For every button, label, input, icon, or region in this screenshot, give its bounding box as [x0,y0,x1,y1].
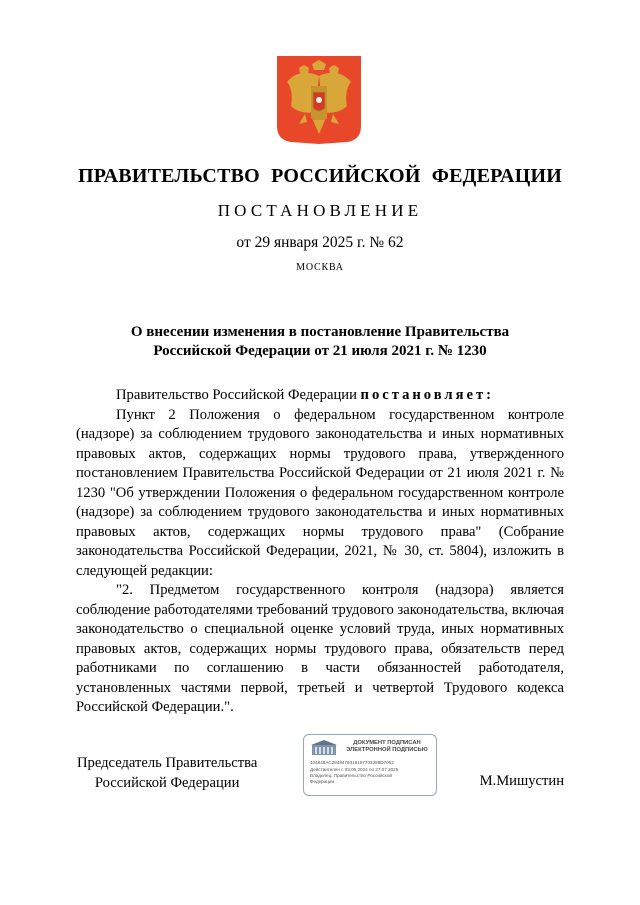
body-paragraph: "2. Предметом государственного контроля (надзора) является соблюдение работодателями требований трудового законодательства, включая законодательство о специальной оценке условий труда, иных нормативных правовых актов, содержащих нормы трудового права, обязательств перед работниками по соглашению в части обязанностей работодателя, установленных частями первой, третьей и четвертой Трудового кодекса Российской Федерации.". [76,582,564,715]
electronic-signature-stamp [303,734,437,796]
government-title: ПРАВИТЕЛЬСТВО РОССИЙСКОЙ ФЕДЕРАЦИИ [78,165,562,187]
building-logo-icon [310,739,338,757]
decree-word: постановляет: [360,387,494,403]
subject-line: О внесении изменения в постановление Правительства [130,324,510,340]
document-body [76,386,564,718]
document-date-number: от 29 января 2025 г. № 62 [236,234,404,251]
subject-line: Российской Федерации от 21 июля 2021 г. № 1230 [153,343,487,359]
intro-text: Правительство Российской Федерации [116,387,361,403]
signer-name: М.Мишустин [479,773,564,789]
stamp-validity: Действителен с 03.05.2024 по 27.07.2025 [310,767,399,772]
document-type: ПОСТАНОВЛЕНИЕ [217,201,423,220]
stamp-title-line: ЭЛЕКТРОННОЙ ПОДПИСЬЮ [346,747,428,753]
signer-position [77,754,257,793]
stamp-owner: Владелец: Правительство Российской [310,773,392,778]
document-city: МОСКВА [296,262,344,273]
document-subject [0,323,640,361]
signer-position-line: Председатель Правительства [77,755,258,771]
coat-of-arms-emblem [277,56,361,144]
stamp-title-line: ДОКУМЕНТ ПОДПИСАН [353,740,421,746]
stamp-owner: Федерации [310,779,335,784]
signer-position-line: Российской Федерации [94,774,240,791]
decree-intro [76,386,564,406]
stamp-title [340,740,434,754]
body-paragraph: Пункт 2 Положения о федеральном государственном контроле (надзоре) за соблюдением трудового законодательства и иных нормативных правовых актов, содержащих нормы трудового права, утвержденного постановлением Правительства Российской Федерации от 21 июля 2021 г. № 1230 "Об утверждении Положения о федеральном государственном контроле (надзоре) за соблюдением трудового законодательства и иных нормативных правовых актов, содержащих нормы трудового права" (Собрание законодательства Российской Федерации, 2021, № 30, ст. 5804), изложить в следующей редакции: [76,406,564,579]
stamp-certificate: 404848AC2848479318187703288D7062 [310,760,394,765]
